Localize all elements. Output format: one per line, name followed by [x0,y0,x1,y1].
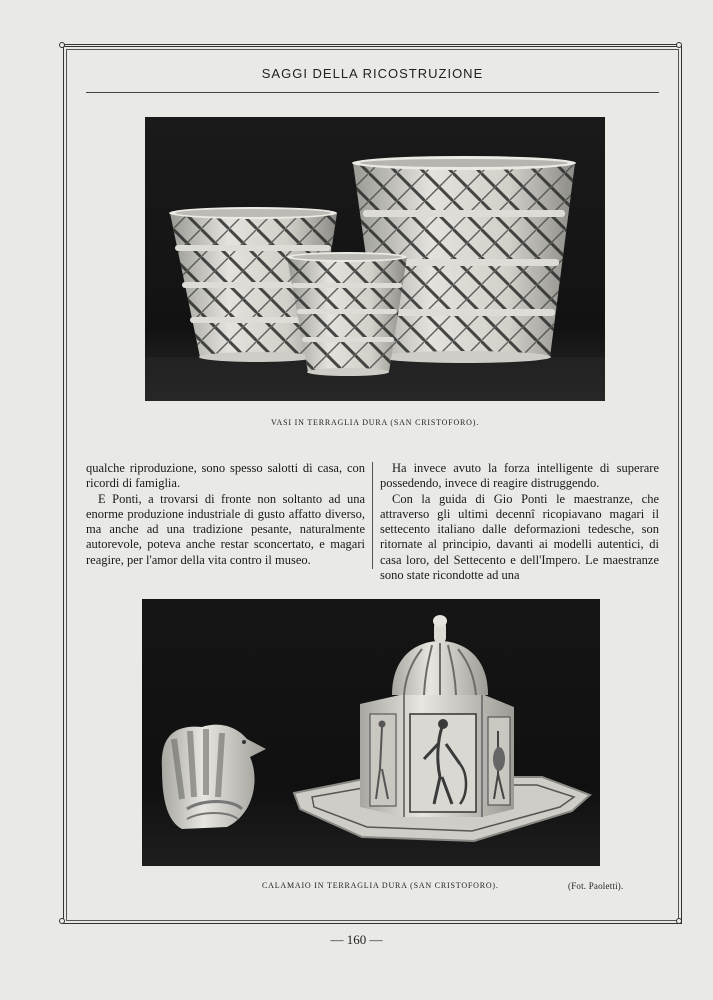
calamaio-photo [142,599,600,866]
running-head: SAGGI DELLA RICOSTRUZIONE [261,66,484,81]
running-head-rule [86,92,659,93]
paragraph: E Ponti, a trovarsi di fronte non soltanto ad una enorme produzione industriale di gusto affatto diverso, ma anche ad una tradizione pesante, naturalmente autorevole, poteva anche restar sconcertato, e magari reagire, per l'amor della vita contro il museo. [86,491,365,567]
figure-caption: CALAMAIO IN TERRAGLIA DURA (SAN CRISTOFORO). [262,881,499,890]
frame-corner-ornament [676,918,682,924]
frame-corner-ornament [676,42,682,48]
figure-caption: VASI IN TERRAGLIA DURA (SAN CRISTOFORO). [270,418,480,427]
frame-corner-ornament [59,42,65,48]
vasi-photo [145,117,605,401]
text-column-right [380,461,659,583]
column-divider [372,462,373,569]
page-number: — 160 — [330,932,383,947]
text-column-left [86,461,365,568]
inkwell-body [360,694,514,817]
paragraph: Ha invece avuto la forza intelligente di superare possedendo, invece di reagire distruggendo. [380,461,659,491]
paragraph: qualche riproduzione, sono spesso salotti di casa, con ricordi di famiglia. [86,461,365,491]
paragraph: Con la guida di Gio Ponti le maestranze, che attraverso gli ultimi decennî ricopiavano magari il settecento italiano dalle deformazioni tedesche, son ritornate al principio, davanti ai modelli autentici, di casa loro, del Settecento e dell'Impero. Le maestranze sono state ricondotte ad una [380,491,659,583]
photo-credit: (Fot. Paoletti). [568,881,624,891]
frame-corner-ornament [59,918,65,924]
top-border-rule [63,44,680,45]
